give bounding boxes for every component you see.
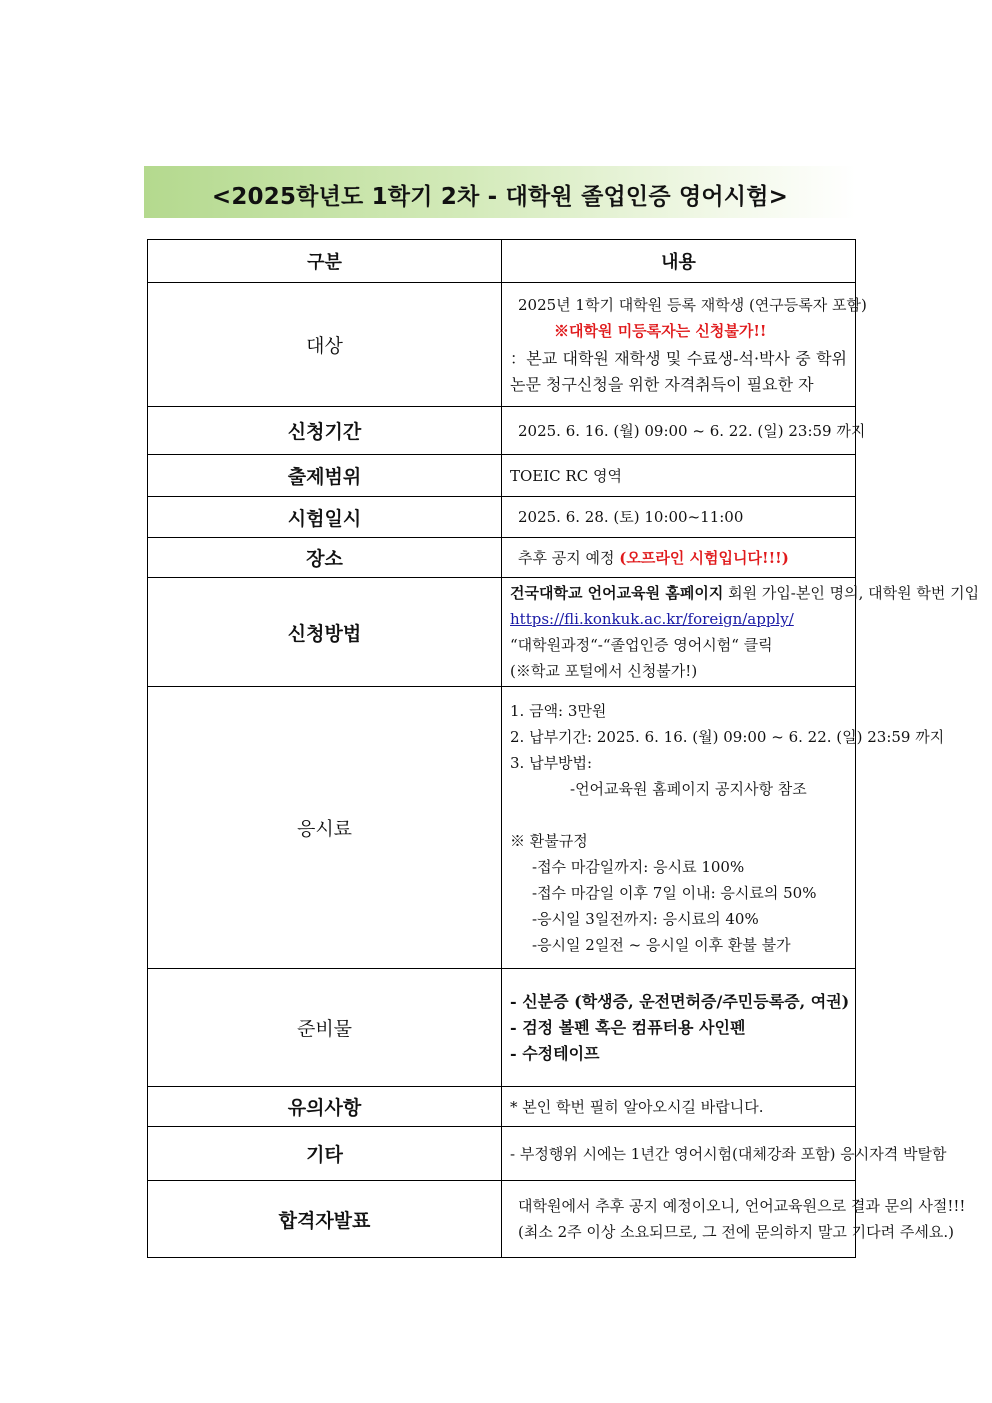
label-apply: 신청방법	[148, 578, 502, 687]
label-scope: 출제범위	[148, 455, 502, 497]
info-table	[147, 239, 980, 1258]
refund-rule-1: -접수 마감일까지: 응시료 100%	[532, 857, 745, 876]
fee-period: 2. 납부기간: 2025. 6. 16. (월) 09:00 ~ 6. 22. (일) 23:59 까지	[510, 727, 945, 746]
period-text: 2025. 6. 16. (월) 09:00 ~ 6. 22. (일) 23:59 까지	[518, 421, 866, 440]
title-banner	[144, 166, 856, 218]
prep-item: - 수정테이프	[510, 1043, 600, 1063]
etc-text: - 부정행위 시에는 1년간 영어시험(대체강좌 포함) 응시자격 박탈함	[510, 1144, 947, 1163]
fee-amount: 1. 금액: 3만원	[510, 701, 607, 720]
label-prep: 준비물	[148, 969, 502, 1087]
row-exam-date	[148, 497, 856, 538]
apply-link[interactable]: https://fli.konkuk.ac.kr/foreign/apply/	[510, 610, 794, 628]
content-prep	[502, 969, 856, 1087]
content-target	[502, 283, 867, 407]
place-text: 추후 공지 예정	[518, 548, 620, 567]
prep-item: - 신분증 (학생증, 운전면허증/주민등록증, 여권)	[510, 991, 850, 1011]
result-line2: (최소 2주 이상 소요되므로, 그 전에 문의하지 말고 기다려 주세요.)	[518, 1223, 954, 1241]
content-result	[502, 1181, 966, 1258]
apply-note: (※학교 포털에서 신청불가!)	[510, 662, 698, 680]
target-warning: ※대학원 미등록자는 신청불가!!	[554, 321, 767, 340]
place-highlight: (오프라인 시험입니다!!!)	[619, 548, 789, 567]
target-line3: ：본교 대학원 재학생 및 수료생-석·박사 중 학위논문 청구신청을 위한 자격취득이 필요한 자	[510, 348, 847, 394]
label-period: 신청기간	[148, 407, 502, 455]
content-fee	[502, 687, 945, 969]
exam-date-text: 2025. 6. 28. (토) 10:00~11:00	[518, 508, 744, 526]
label-exam-date: 시험일시	[148, 497, 502, 538]
apply-site-name: 건국대학교 언어교육원 홈페이지	[510, 584, 724, 602]
content-place	[502, 538, 856, 578]
refund-rule-4: -응시일 2일전 ~ 응시일 이후 환불 불가	[532, 935, 791, 954]
refund-rule-3: -응시일 3일전까지: 응시료의 40%	[532, 909, 759, 928]
row-place	[148, 538, 856, 578]
header-content: 내용	[502, 240, 856, 283]
fee-method: 3. 납부방법:	[510, 753, 593, 772]
label-result: 합격자발표	[148, 1181, 502, 1258]
content-exam-date	[502, 497, 856, 538]
label-etc: 기타	[148, 1127, 502, 1181]
content-apply	[502, 578, 980, 687]
row-scope	[148, 455, 856, 497]
target-line1: 2025년 1학기 대학원 등록 재학생 (연구등록자 포함)	[518, 295, 867, 314]
label-notice: 유의사항	[148, 1087, 502, 1127]
refund-title: ※ 환불규정	[510, 831, 588, 850]
row-fee	[148, 687, 856, 969]
row-etc	[148, 1127, 856, 1181]
apply-instructions: 회원 가입-본인 명의, 대학원 학번 기입	[723, 584, 980, 602]
label-place: 장소	[148, 538, 502, 578]
content-etc	[502, 1127, 947, 1181]
label-fee: 응시료	[148, 687, 502, 969]
fee-method-detail: -언어교육원 홈페이지 공지사항 참조	[570, 779, 807, 798]
content-scope	[502, 455, 856, 497]
content-period	[502, 407, 866, 455]
scope-text: TOEIC RC 영역	[510, 466, 622, 485]
row-apply	[148, 578, 856, 687]
table-header-row	[148, 240, 856, 283]
label-target: 대상	[148, 283, 502, 407]
refund-rule-2: -접수 마감일 이후 7일 이내: 응시료의 50%	[532, 883, 817, 902]
row-result	[148, 1181, 856, 1258]
row-prep	[148, 969, 856, 1087]
row-period	[148, 407, 856, 455]
row-notice	[148, 1087, 856, 1127]
apply-click-path: “대학원과정“-“졸업인증 영어시험“ 클릭	[510, 636, 773, 654]
notice-text: * 본인 학번 필히 알아오시길 바랍니다.	[510, 1097, 764, 1116]
row-target	[148, 283, 856, 407]
result-line1: 대학원에서 추후 공지 예정이오니, 언어교육원으로 결과 문의 사절!!!	[518, 1197, 966, 1215]
content-notice	[502, 1087, 856, 1127]
page-title: <2025학년도 1학기 2차 - 대학원 졸업인증 영어시험>	[211, 184, 789, 210]
header-category: 구분	[148, 240, 502, 283]
prep-item: - 검정 볼펜 혹은 컴퓨터용 사인펜	[510, 1017, 746, 1037]
